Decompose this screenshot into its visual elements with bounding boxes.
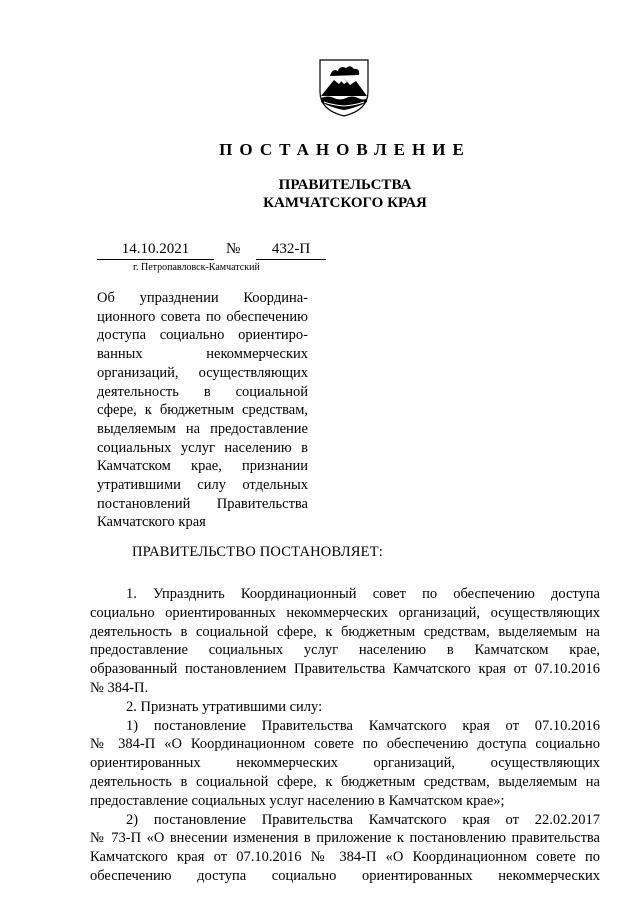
- number-sign: №: [226, 241, 241, 257]
- body-line: № 384-П.: [90, 679, 149, 696]
- document-subject: [97, 289, 308, 532]
- subject-line: Об упразднении Координа-: [97, 290, 308, 306]
- subject-line: постановлений Правительства: [97, 495, 308, 512]
- body-line: № 73-П «О внесении изменения в приложение к постановлению правительства: [90, 830, 600, 847]
- body-line: 1) постановление Правительства Камчатского края от 07.10.2016: [126, 717, 600, 734]
- body-line: 2. Признать утратившими силу:: [126, 698, 323, 715]
- subject-line: ционного совета по обеспечению: [97, 308, 308, 325]
- document-body: [90, 585, 600, 886]
- body-line: 1. Упразднить Координационный совет по обеспечению доступа: [126, 586, 600, 602]
- body-line: социально ориентированных некоммерческих организаций, осуществляющих: [90, 604, 600, 621]
- subject-line: Камчатского края: [97, 514, 206, 531]
- body-line: деятельность в социальной сфере, к бюджетным средствам, выделяемым на: [90, 773, 600, 790]
- body-line: Камчатского края от 07.10.2016 № 384-П «О Координационном совете по: [90, 849, 600, 866]
- body-line: предоставление социальных услуг населению в Камчатском крае»;: [90, 792, 505, 809]
- subject-line: деятельность в социальной: [97, 383, 308, 400]
- resolution-heading: ПРАВИТЕЛЬСТВО ПОСТАНОВЛЯЕТ:: [132, 544, 384, 560]
- subject-line: социальных услуг населению в: [97, 439, 308, 456]
- authority-line-1: ПРАВИТЕЛЬСТВА: [278, 177, 412, 193]
- subject-line: ванных некоммерческих: [97, 346, 308, 363]
- subject-line: доступа социально ориентиро-: [97, 327, 308, 344]
- city-name: г. Петропавловск-Камчатский: [133, 262, 260, 273]
- document-type-title: ПОСТАНОВЛЕНИЕ: [219, 140, 471, 159]
- kamchatka-coat-of-arms-icon: [316, 58, 372, 118]
- body-line: 2) постановление Правительства Камчатского края от 22.02.2017: [126, 811, 600, 828]
- body-line: обеспечению доступа социально ориентированных некоммерческих: [90, 867, 600, 884]
- body-line: деятельность в социальной сфере, к бюджетным средствам, выделяемым на: [90, 623, 600, 640]
- body-line: образованный постановлением Правительства Камчатского края от 07.10.2016: [90, 661, 600, 678]
- body-line: № 384-П «О Координационном совете по обеспечению доступа социально: [90, 736, 600, 753]
- subject-line: организаций, осуществляющих: [97, 364, 308, 381]
- document-number: 432-П: [256, 241, 326, 260]
- subject-line: утратившими силу отдельных: [97, 477, 308, 494]
- body-line: ориентированных некоммерческих организаций, осуществляющих: [90, 755, 600, 772]
- subject-line: сфере, к бюджетным средствам,: [97, 402, 308, 419]
- subject-line: выделяемым на предоставление: [97, 420, 308, 437]
- authority-line-2: КАМЧАТСКОГО КРАЯ: [263, 195, 427, 211]
- document-date: 14.10.2021: [97, 241, 214, 260]
- body-line: предоставление социальных услуг населению в Камчатском крае,: [90, 642, 600, 659]
- subject-line: Камчатском крае, признании: [97, 458, 308, 475]
